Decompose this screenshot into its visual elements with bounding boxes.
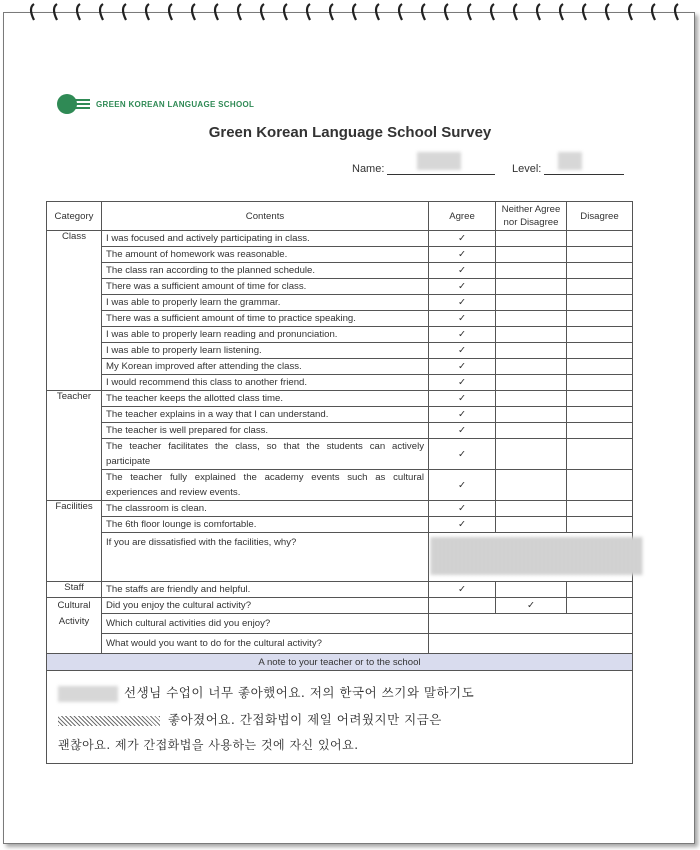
level-label: Level: bbox=[512, 163, 542, 175]
agree-check-icon: ✓ bbox=[429, 247, 496, 263]
agree-check-icon: ✓ bbox=[429, 501, 496, 517]
agree-check-icon: ✓ bbox=[429, 375, 496, 391]
redacted-level bbox=[558, 152, 582, 170]
item-text: The teacher is well prepared for class. bbox=[102, 423, 429, 439]
header-neutral bbox=[496, 202, 567, 231]
agree-check-icon: ✓ bbox=[429, 391, 496, 407]
agree-check-icon: ✓ bbox=[429, 582, 496, 598]
item-text: Which cultural activities did you enjoy? bbox=[102, 614, 429, 634]
neutral-check-icon: ✓ bbox=[496, 598, 567, 614]
category-facilities: Facilities bbox=[47, 501, 102, 582]
item-text: The class ran according to the planned schedule. bbox=[102, 263, 429, 279]
item-text: What would you want to do for the cultural activity? bbox=[102, 634, 429, 654]
header-neutral-line1: Neither Agree bbox=[501, 204, 561, 215]
category-cultural-activity bbox=[47, 598, 102, 654]
header-disagree: Disagree bbox=[567, 202, 633, 231]
item-text: I would recommend this class to another friend. bbox=[102, 375, 429, 391]
item-text: I was able to properly learn reading and pronunciation. bbox=[102, 327, 429, 343]
name-input-line bbox=[387, 161, 495, 175]
item-text: The staffs are friendly and helpful. bbox=[102, 582, 429, 598]
header-agree: Agree bbox=[429, 202, 496, 231]
note-line3-text: 괜찮아요. 제가 간접화법을 사용하는 것에 자신 있어요. bbox=[58, 738, 359, 752]
agree-check-icon: ✓ bbox=[429, 295, 496, 311]
agree-check-icon: ✓ bbox=[429, 327, 496, 343]
agree-check-icon: ✓ bbox=[429, 439, 496, 470]
item-text: The teacher explains in a way that I can understand. bbox=[102, 407, 429, 423]
logo-icon bbox=[56, 93, 92, 115]
note-line-1 bbox=[58, 683, 474, 702]
item-text: There was a sufficient amount of time for class. bbox=[102, 279, 429, 295]
note-heading: A note to your teacher or to the school bbox=[47, 654, 633, 671]
agree-check-icon: ✓ bbox=[429, 279, 496, 295]
item-text: The teacher keeps the allotted class time. bbox=[102, 391, 429, 407]
category-staff: Staff bbox=[47, 582, 102, 598]
item-text: I was able to properly learn listening. bbox=[102, 343, 429, 359]
item-text: The amount of homework was reasonable. bbox=[102, 247, 429, 263]
item-text: The classroom is clean. bbox=[102, 501, 429, 517]
header-contents: Contents bbox=[102, 202, 429, 231]
survey-table bbox=[46, 201, 633, 764]
header-neutral-line2: nor Disagree bbox=[503, 217, 559, 228]
item-text: If you are dissatisfied with the facilities, why? bbox=[102, 533, 429, 582]
note-line-2 bbox=[58, 710, 442, 728]
item-text: My Korean improved after attending the class. bbox=[102, 359, 429, 375]
category-teacher: Teacher bbox=[47, 391, 102, 501]
item-text: I was able to properly learn the grammar. bbox=[102, 295, 429, 311]
agree-check-icon: ✓ bbox=[429, 423, 496, 439]
redacted-teacher-name bbox=[58, 686, 118, 702]
category-cultural-line2: Activity bbox=[58, 616, 90, 627]
category-class: Class bbox=[47, 231, 102, 391]
agree-check-icon: ✓ bbox=[429, 517, 496, 533]
name-label: Name: bbox=[352, 163, 385, 175]
item-text: The 6th floor lounge is comfortable. bbox=[102, 517, 429, 533]
redacted-answer bbox=[431, 537, 643, 575]
name-field bbox=[352, 161, 495, 175]
agree-check-icon: ✓ bbox=[429, 359, 496, 375]
note-line2-text: 좋아졌어요. 간접화법이 제일 어려웠지만 지금은 bbox=[168, 712, 442, 727]
redacted-name bbox=[417, 152, 461, 170]
item-text: I was focused and actively participating in class. bbox=[102, 231, 429, 247]
item-text: Did you enjoy the cultural activity? bbox=[102, 598, 429, 614]
logo-text: GREEN KOREAN LANGUAGE SCHOOL bbox=[96, 99, 255, 109]
school-logo bbox=[56, 93, 254, 115]
level-input-line bbox=[544, 161, 624, 175]
item-text: There was a sufficient amount of time to practice speaking. bbox=[102, 311, 429, 327]
page-title: Green Korean Language School Survey bbox=[208, 124, 492, 141]
note-line-3 bbox=[58, 736, 359, 753]
category-cultural-line1: Cultural bbox=[57, 600, 91, 611]
agree-check-icon: ✓ bbox=[429, 470, 496, 501]
item-text: The teacher fully explained the academy events such as cultural experiences and review events. bbox=[102, 470, 429, 501]
spiral-binding bbox=[0, 0, 700, 26]
note-line1-text: 선생님 수업이 너무 좋아했어요. 저의 한국어 쓰기와 말하기도 bbox=[124, 685, 475, 700]
agree-check-icon: ✓ bbox=[429, 231, 496, 247]
item-text: The teacher facilitates the class, so that the students can actively participate bbox=[102, 439, 429, 470]
header-category: Category bbox=[47, 202, 102, 231]
agree-check-icon: ✓ bbox=[429, 311, 496, 327]
scribble-mark bbox=[58, 716, 160, 726]
agree-check-icon: ✓ bbox=[429, 263, 496, 279]
agree-check-icon: ✓ bbox=[429, 407, 496, 423]
facilities-answer-area bbox=[429, 533, 633, 582]
agree-check-icon: ✓ bbox=[429, 343, 496, 359]
level-field bbox=[512, 161, 624, 175]
